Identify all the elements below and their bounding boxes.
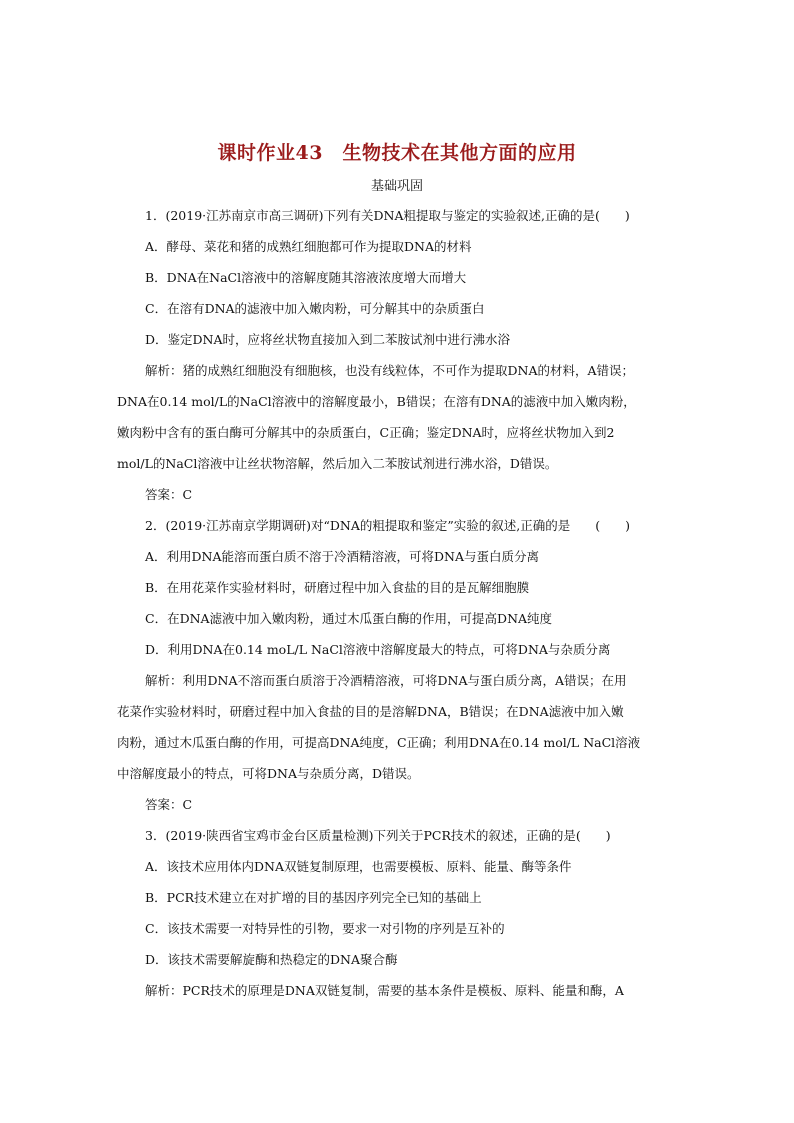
question-list [117, 200, 680, 1006]
question-stem: 3．(2019·陕西省宝鸡市金台区质量检测)下列关于PCR技术的叙述，正确的是( ) [145, 828, 611, 843]
option-a: A．酵母、菜花和猪的成熟红细胞都可作为提取DNA的材料 [145, 239, 472, 254]
explanation-line: 解析：PCR技术的原理是DNA双链复制，需要的基本条件是模板、原料、能量和酶，A [145, 983, 624, 998]
page-title: 课时作业43 生物技术在其他方面的应用 [217, 142, 577, 164]
option-c: C．在DNA滤液中加入嫩肉粉，通过木瓜蛋白酶的作用，可提高DNA纯度 [145, 611, 553, 626]
explanation-line: 中溶解度最小的特点，可将DNA与杂质分离，D错误。 [117, 766, 420, 781]
explanation-line: 解析：猪的成熟红细胞没有细胞核，也没有线粒体，不可作为提取DNA的材料，A错误； [145, 363, 635, 378]
section-heading: 基础巩固 [370, 179, 423, 194]
explanation-line: DNA在0.14 mol/L的NaCl溶液中的溶解度最小，B错误；在溶有DNA的滤液中加入嫩肉粉， [117, 394, 636, 409]
explanation-line: 花菜作实验材料时，研磨过程中加入食盐的目的是溶解DNA，B错误；在DNA滤液中加入嫩 [117, 704, 624, 719]
explanation-line: 肉粉，通过木瓜蛋白酶的作用，可提高DNA纯度，C正确；利用DNA在0.14 mol/L NaCl溶液 [117, 735, 641, 750]
option-d: D．该技术需要解旋酶和热稳定的DNA聚合酶 [145, 952, 398, 967]
answer-line: 答案：C [145, 487, 193, 502]
option-a: A．该技术应用体内DNA双链复制原理，也需要模板、原料、能量、酶等条件 [145, 859, 572, 874]
option-a: A．利用DNA能溶而蛋白质不溶于冷酒精溶液，可将DNA与蛋白质分离 [145, 549, 540, 564]
option-c: C．该技术需要一对特异性的引物，要求一对引物的序列是互补的 [145, 921, 505, 936]
explanation-line: 解析：利用DNA不溶而蛋白质溶于冷酒精溶液，可将DNA与蛋白质分离，A错误；在用 [145, 673, 627, 688]
option-b: B．在用花菜作实验材料时，研磨过程中加入食盐的目的是瓦解细胞膜 [145, 580, 530, 595]
explanation-line: 嫩肉粉中含有的蛋白酶可分解其中的杂质蛋白，C正确；鉴定DNA时，应将丝状物加入到2 [117, 425, 615, 440]
explanation-line: mol/L的NaCl溶液中让丝状物溶解，然后加入二苯胺试剂进行沸水浴，D错误。 [117, 456, 558, 471]
question-stem: 2．(2019·江苏南京学期调研)对“DNA的粗提取和鉴定”实验的叙述,正确的是 ( ) [145, 518, 630, 533]
option-c: C．在溶有DNA的滤液中加入嫩肉粉，可分解其中的杂质蛋白 [145, 301, 485, 316]
option-d: D．利用DNA在0.14 moL/L NaCl溶液中溶解度最大的特点，可将DNA与杂质分离 [145, 642, 611, 657]
answer-line: 答案：C [145, 797, 193, 812]
option-b: B．PCR技术建立在对扩增的目的基因序列完全已知的基础上 [145, 890, 482, 905]
question-stem: 1．(2019·江苏南京市高三调研)下列有关DNA粗提取与鉴定的实验叙述,正确的是( ) [145, 208, 630, 223]
option-b: B．DNA在NaCl溶液中的溶解度随其溶液浓度增大而增大 [145, 270, 467, 285]
option-d: D．鉴定DNA时，应将丝状物直接加入到二苯胺试剂中进行沸水浴 [145, 332, 511, 347]
